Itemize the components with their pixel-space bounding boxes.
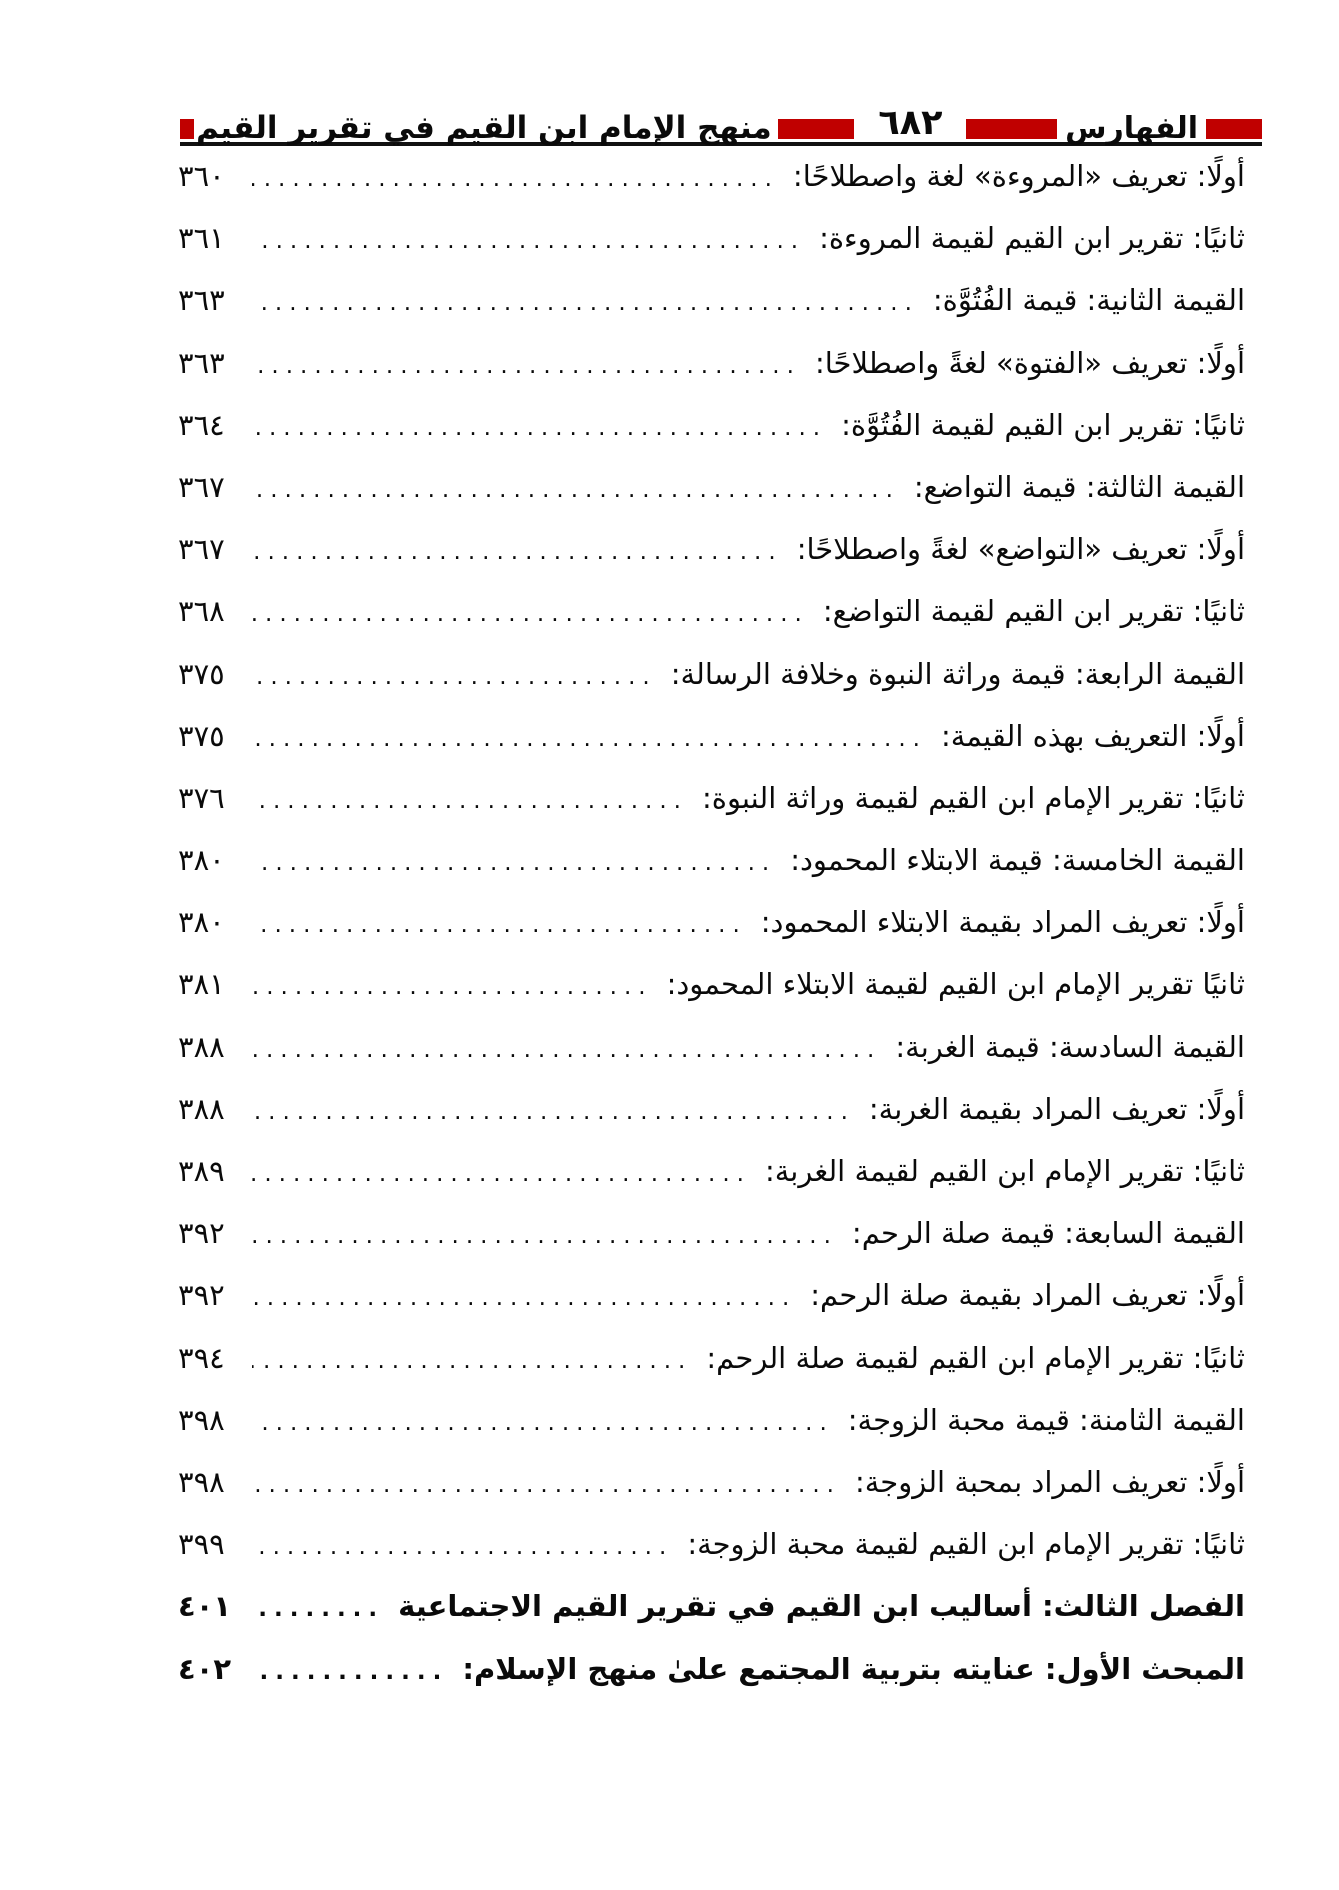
- toc-entry: [178, 1341, 1245, 1403]
- toc-entry: [178, 1527, 1245, 1589]
- entry-page-number: ٣٩٢: [178, 1216, 225, 1251]
- entry-page-number: ٣٦٣: [178, 283, 225, 318]
- entry-page-number: ٣٨٠: [178, 905, 225, 940]
- entry-title: القيمة الثانية: قيمة الفُتُوَّة:: [932, 283, 1245, 318]
- entry-title: القيمة السابعة: قيمة صلة الرحم:: [851, 1216, 1245, 1251]
- dot-leader: [252, 470, 900, 504]
- dot-leader: [252, 967, 653, 1001]
- entry-title: أولًا: تعريف «المروءة» لغة واصطلاحًا:: [792, 159, 1245, 193]
- header-red-block-right: [1043, 119, 1057, 139]
- header-rule-middle-right: [966, 119, 1043, 139]
- toc-entry: [178, 657, 1245, 719]
- entry-title: القيمة الثامنة: قيمة محبة الزوجة:: [847, 1402, 1245, 1437]
- toc-entry: [178, 1030, 1245, 1092]
- entry-title: أولًا: تعريف المراد بقيمة الابتلاء المحمود:: [760, 905, 1245, 940]
- toc-entry: [178, 221, 1245, 283]
- dot-leader: [252, 657, 657, 691]
- toc-entry: [178, 781, 1245, 843]
- page-header: [180, 88, 1262, 146]
- toc-entry: [178, 283, 1245, 345]
- dot-leader: [252, 594, 809, 628]
- dot-leader: [252, 719, 927, 753]
- dot-leader: [252, 1092, 855, 1126]
- entry-title: ثانيًا: تقرير ابن القيم لقيمة الفُتُوَّة:: [841, 407, 1245, 442]
- entry-title: أولًا: تعريف المراد بقيمة صلة الرحم:: [810, 1278, 1245, 1313]
- header-red-block-left: [180, 119, 194, 139]
- entry-title: ثانيًا: تقرير الإمام ابن القيم لقيمة الغربة:: [764, 1154, 1245, 1188]
- entry-page-number: ٤٠١: [178, 1589, 232, 1624]
- entry-title: أولًا: تعريف المراد بقيمة الغربة:: [868, 1091, 1245, 1126]
- entry-page-number: ٣٨١: [178, 967, 225, 1002]
- entry-title: المبحث الأول: عنايته بتربية المجتمع علىٰ منهج الإسلام:: [462, 1651, 1245, 1686]
- entry-title: الفصل الثالث: أساليب ابن القيم في تقرير القيم الاجتماعية: [398, 1589, 1245, 1624]
- entry-page-number: ٣٩٤: [178, 1340, 225, 1375]
- entry-title: ثانيًا: تقرير ابن القيم لقيمة المروءة:: [819, 221, 1245, 256]
- toc-entry: [178, 1589, 1245, 1651]
- entry-page-number: ٣٨٠: [178, 843, 225, 878]
- entry-title: ثانيًا: تقرير ابن القيم لقيمة التواضع:: [822, 594, 1245, 629]
- entry-title: ثانيًا: تقرير الإمام ابن القيم لقيمة محبة الزوجة:: [687, 1527, 1245, 1562]
- dot-leader: [252, 781, 688, 815]
- entry-page-number: ٣٦٠: [178, 159, 225, 193]
- toc-entry: [178, 1465, 1245, 1527]
- entry-page-number: ٣٦١: [178, 221, 225, 256]
- dot-leader: [252, 1403, 834, 1437]
- dot-leader: [252, 905, 747, 939]
- entry-title: القيمة السادسة: قيمة الغربة:: [895, 1029, 1245, 1064]
- dot-leader: [252, 1030, 881, 1064]
- toc-entry: [178, 905, 1245, 967]
- entry-page-number: ٣٩٨: [178, 1402, 225, 1437]
- toc-entry: [178, 159, 1245, 221]
- entry-title: أولًا: تعريف «التواضع» لغةً واصطلاحًا:: [796, 532, 1245, 567]
- toc-list: [178, 159, 1245, 1714]
- toc-entry: [178, 719, 1245, 781]
- entry-title: ثانيًا: تقرير الإمام ابن القيم لقيمة صلة الرحم:: [706, 1340, 1245, 1375]
- toc-entry: [178, 1652, 1245, 1714]
- entry-page-number: ٣٨٨: [178, 1091, 225, 1126]
- entry-page-number: ٣٩٢: [178, 1278, 225, 1313]
- entry-page-number: ٣٧٥: [178, 656, 225, 691]
- toc-entry: [178, 1278, 1245, 1340]
- dot-leader: [252, 283, 919, 317]
- dot-leader: [252, 1589, 384, 1623]
- dot-leader: [252, 221, 805, 255]
- entry-page-number: ٣٦٧: [178, 532, 225, 567]
- toc-entry: [178, 532, 1245, 594]
- dot-leader: [252, 1527, 673, 1561]
- toc-entry: [178, 967, 1245, 1029]
- dot-leader: [252, 408, 827, 442]
- toc-entry: [178, 346, 1245, 408]
- entry-title: ثانيًا: تقرير الإمام ابن القيم لقيمة وراثة النبوة:: [701, 780, 1245, 815]
- header-rule-middle-left: [778, 119, 855, 139]
- toc-entry: [178, 1403, 1245, 1465]
- dot-leader: [252, 159, 779, 193]
- dot-leader: [252, 346, 801, 380]
- entry-page-number: ٣٦٣: [178, 345, 225, 380]
- entry-title: أولًا: تعريف المراد بمحبة الزوجة:: [854, 1464, 1245, 1499]
- entry-page-number: ٣٩٨: [178, 1464, 225, 1499]
- entry-title: القيمة الثالثة: قيمة التواضع:: [913, 469, 1245, 504]
- entry-title: القيمة الرابعة: قيمة وراثة النبوة وخلافة الرسالة:: [670, 656, 1245, 691]
- entry-page-number: ٣٨٨: [178, 1029, 225, 1064]
- entry-page-number: ٣٦٧: [178, 469, 225, 504]
- book-title: منهج الإمام ابن القيم في تقرير القيم: [195, 110, 772, 146]
- dot-leader: [252, 1652, 448, 1686]
- dot-leader: [252, 1216, 838, 1250]
- dot-leader: [252, 532, 783, 566]
- entry-page-number: ٣٨٩: [178, 1154, 225, 1188]
- entry-page-number: ٣٩٩: [178, 1527, 225, 1562]
- toc-entry: [178, 470, 1245, 532]
- toc-entry: [178, 1092, 1245, 1154]
- toc-entry: [178, 1154, 1245, 1216]
- dot-leader: [252, 1341, 692, 1375]
- section-label: الفهارس: [1065, 111, 1198, 146]
- toc-entry: [178, 1216, 1245, 1278]
- entry-page-number: ٣٧٥: [178, 718, 225, 753]
- dot-leader: [252, 1465, 841, 1499]
- entry-page-number: ٣٧٦: [178, 780, 225, 815]
- toc-entry: [178, 594, 1245, 656]
- entry-page-number: ٤٠٢: [178, 1651, 232, 1686]
- dot-leader: [252, 1278, 796, 1312]
- entry-title: ثانيًا تقرير الإمام ابن القيم لقيمة الابتلاء المحمود:: [666, 967, 1245, 1002]
- entry-title: القيمة الخامسة: قيمة الابتلاء المحمود:: [790, 843, 1245, 878]
- toc-entry: [178, 408, 1245, 470]
- entry-title: أولًا: التعريف بهذه القيمة:: [940, 718, 1245, 753]
- entry-page-number: ٣٦٨: [178, 594, 225, 629]
- page-number: ٦٨٢: [878, 103, 943, 143]
- dot-leader: [252, 843, 776, 877]
- header-rule-right: [1206, 119, 1262, 139]
- dot-leader: [252, 1154, 751, 1188]
- entry-page-number: ٣٦٤: [178, 407, 225, 442]
- entry-title: أولًا: تعريف «الفتوة» لغةً واصطلاحًا:: [814, 345, 1245, 380]
- toc-entry: [178, 843, 1245, 905]
